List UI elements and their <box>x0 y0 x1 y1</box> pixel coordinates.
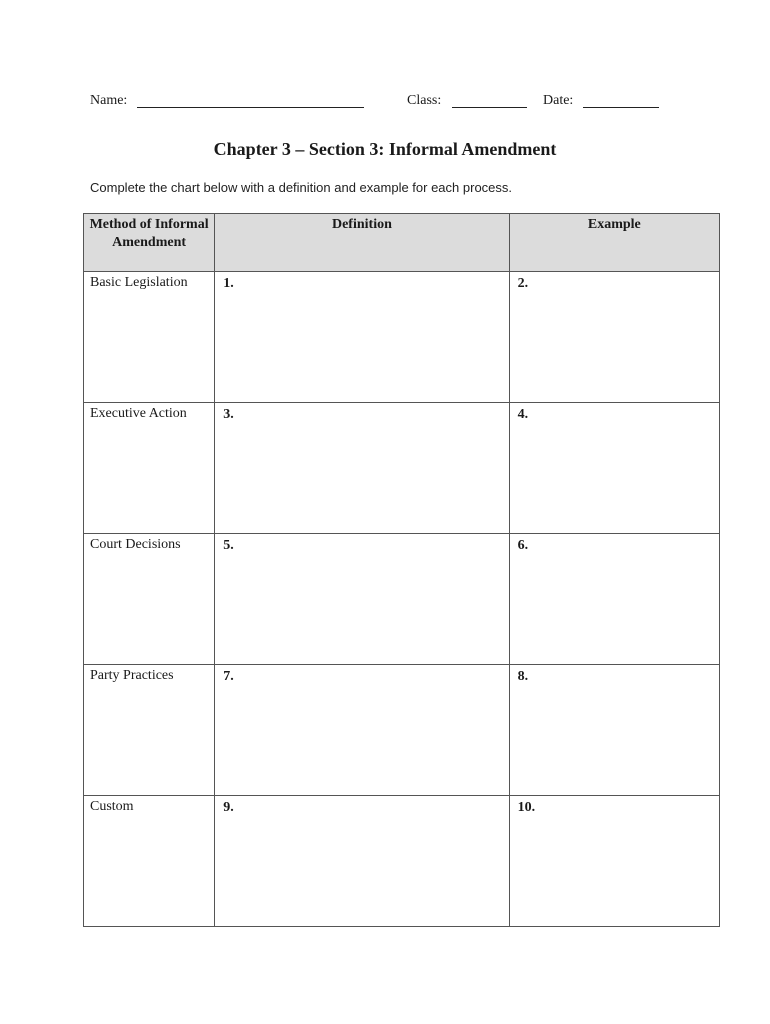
example-cell[interactable] <box>509 403 719 534</box>
example-cell[interactable] <box>509 796 719 927</box>
method-label: Party Practices <box>90 668 174 683</box>
example-number: 8. <box>517 669 529 684</box>
table-row <box>84 403 720 534</box>
example-number: 4. <box>517 407 529 422</box>
method-cell <box>84 403 215 534</box>
name-field[interactable] <box>137 93 364 108</box>
table-row <box>84 665 720 796</box>
table-row <box>84 534 720 665</box>
header-row <box>84 214 720 272</box>
method-cell <box>84 272 215 403</box>
method-cell <box>84 796 215 927</box>
column-header-definition: Definition <box>215 214 509 272</box>
example-cell[interactable] <box>509 665 719 796</box>
example-number: 2. <box>517 276 529 291</box>
class-label: Class: <box>407 93 442 108</box>
definition-cell[interactable] <box>215 796 509 927</box>
definition-number: 9. <box>223 800 234 815</box>
date-label: Date: <box>543 93 574 108</box>
example-cell[interactable] <box>509 534 719 665</box>
table-row <box>84 796 720 927</box>
definition-cell[interactable] <box>215 534 509 665</box>
definition-cell[interactable] <box>215 665 509 796</box>
definition-number: 5. <box>223 538 234 553</box>
method-cell <box>84 665 215 796</box>
table-row <box>84 272 720 403</box>
definition-cell[interactable] <box>215 403 509 534</box>
class-field[interactable] <box>452 93 527 108</box>
method-label: Court Decisions <box>90 537 181 552</box>
definition-number: 3. <box>223 407 234 422</box>
column-header-example: Example <box>509 214 719 272</box>
method-cell <box>84 534 215 665</box>
example-number: 6. <box>517 538 529 553</box>
date-field[interactable] <box>583 93 659 108</box>
definition-number: 7. <box>223 669 234 684</box>
method-label: Executive Action <box>90 406 187 421</box>
instructions: Complete the chart below with a definition and example for each process. <box>90 180 513 195</box>
definition-number: 1. <box>223 276 234 291</box>
example-number: 10. <box>517 800 536 815</box>
example-cell[interactable] <box>509 272 719 403</box>
page-title: Chapter 3 – Section 3: Informal Amendment <box>213 139 557 159</box>
name-label: Name: <box>90 93 128 108</box>
column-header-method: Method of Informal Amendment <box>84 214 215 272</box>
definition-cell[interactable] <box>215 272 509 403</box>
method-label: Basic Legislation <box>90 275 188 290</box>
amendment-chart <box>83 213 720 927</box>
method-label: Custom <box>90 799 134 814</box>
